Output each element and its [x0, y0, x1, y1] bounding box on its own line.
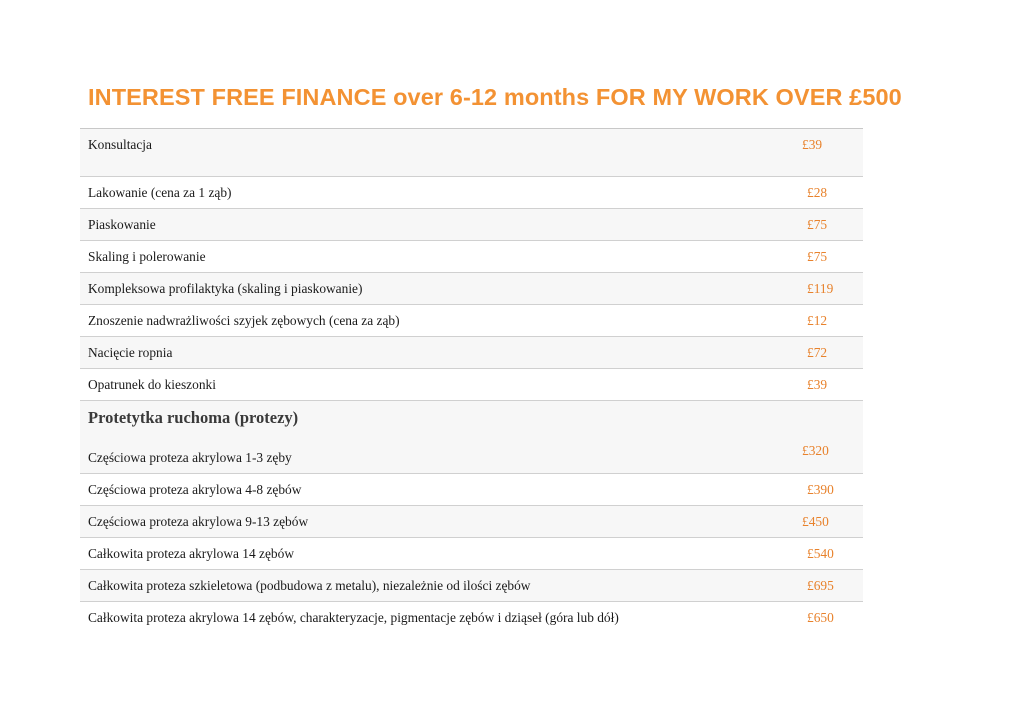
service-name: Częściowa proteza akrylowa 1-3 zęby — [88, 450, 292, 465]
section-title: Protetytka ruchoma (protezy) — [88, 408, 299, 427]
page-title: INTEREST FREE FINANCE over 6-12 months FOR MY WORK OVER £500 — [88, 84, 902, 110]
service-name: Skaling i polerowanie — [88, 249, 206, 264]
service-price: £119 — [807, 281, 834, 296]
service-name: Opatrunek do kieszonki — [88, 377, 216, 392]
service-name: Całkowita proteza akrylowa 14 zębów — [88, 546, 294, 561]
table-row — [80, 241, 863, 273]
table-row — [80, 177, 863, 209]
service-price: £540 — [807, 546, 834, 561]
service-price: £320 — [802, 443, 829, 458]
table-row — [80, 474, 863, 506]
service-price: £450 — [802, 514, 829, 529]
table-row — [80, 305, 863, 337]
table-row — [80, 570, 863, 602]
service-name: Lakowanie (cena za 1 ząb) — [88, 185, 232, 200]
service-price: £390 — [807, 482, 834, 497]
table-row — [80, 273, 863, 305]
table-row — [80, 209, 863, 241]
service-price: £12 — [807, 313, 828, 328]
table-row — [80, 129, 863, 177]
service-price: £75 — [807, 217, 828, 232]
service-price: £39 — [802, 137, 823, 152]
service-name: Nacięcie ropnia — [88, 345, 173, 360]
service-name: Konsultacja — [88, 137, 152, 152]
table-row — [80, 369, 863, 401]
service-price: £28 — [807, 185, 828, 200]
service-price: £650 — [807, 610, 834, 625]
price-table — [80, 128, 863, 633]
service-name: Częściowa proteza akrylowa 9-13 zębów — [88, 514, 309, 529]
service-price: £39 — [807, 377, 828, 392]
table-row — [80, 602, 863, 633]
service-price: £75 — [807, 249, 828, 264]
service-price: £695 — [807, 578, 834, 593]
service-name: Całkowita proteza akrylowa 14 zębów, charakteryzacje, pigmentacje zębów i dziąseł (góra lub dół) — [88, 610, 619, 625]
service-name: Całkowita proteza szkieletowa (podbudowa z metalu), niezależnie od ilości zębów — [88, 578, 531, 593]
table-row — [80, 538, 863, 570]
table-row — [80, 506, 863, 538]
service-name: Znoszenie nadwrażliwości szyjek zębowych (cena za ząb) — [88, 313, 400, 328]
service-price: £72 — [807, 345, 828, 360]
service-name: Piaskowanie — [88, 217, 156, 232]
service-name: Kompleksowa profilaktyka (skaling i piaskowanie) — [88, 281, 363, 296]
section-row — [80, 401, 863, 474]
service-name: Częściowa proteza akrylowa 4-8 zębów — [88, 482, 302, 497]
table-row — [80, 337, 863, 369]
